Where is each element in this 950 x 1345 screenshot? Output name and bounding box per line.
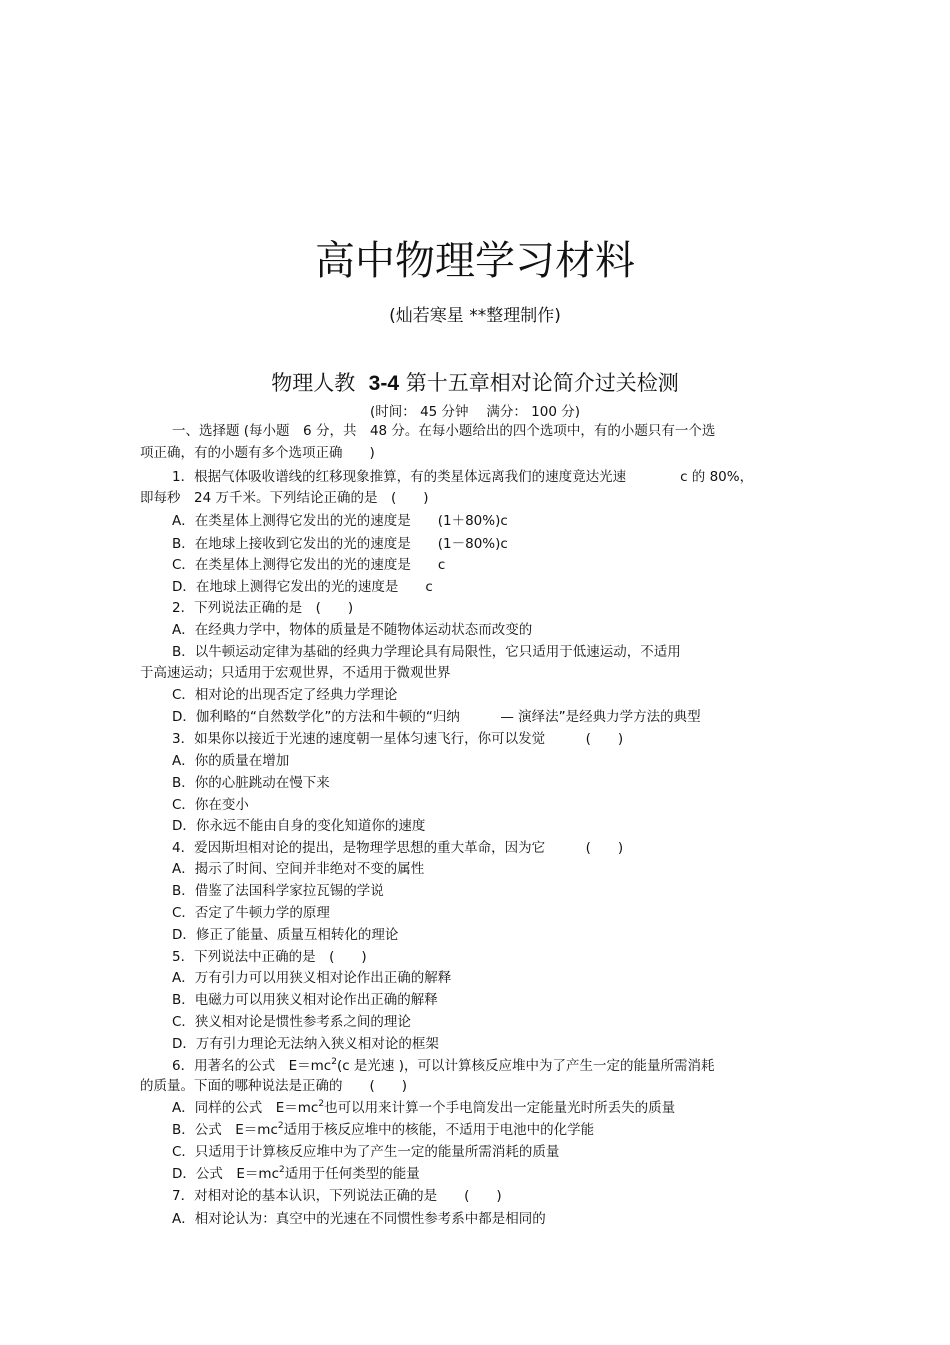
q3-option-b: B．你的心脏跳动在慢下来 <box>172 775 330 791</box>
q6-d-part1: D．公式 E＝mc <box>172 1166 279 1182</box>
q2-option-d: D．伽利略的“自然数学化”的方法和牛顿的“归纳 — 演绎法”是经典力学方法的典型 <box>172 709 701 725</box>
main-title: 高中物理学习材料 <box>315 238 635 284</box>
q4-option-d: D．修正了能量、质量互相转化的理论 <box>172 927 399 943</box>
q6-option-b <box>172 1121 594 1139</box>
subtitle: (灿若寒星 **整理制作) <box>389 306 561 326</box>
q2-option-a: A．在经典力学中，物体的质量是不随物体运动状态而改变的 <box>172 622 533 638</box>
question-5: 5．下列说法中正确的是 ( ) <box>172 949 367 965</box>
q6-a-part2: 也可以用来计算一个手电筒发出一定能量光时所丢失的质量 <box>324 1100 676 1116</box>
question-7: 7．对相对论的基本认识，下列说法正确的是 ( ) <box>172 1188 502 1204</box>
q3-option-a: A．你的质量在增加 <box>172 753 290 769</box>
q6-text-part1: 6．用著名的公式 E＝mc <box>172 1058 332 1074</box>
question-2: 2．下列说法正确的是 ( ) <box>172 600 354 616</box>
exponent-2: 2 <box>277 1121 284 1131</box>
q1-option-c: C．在类星体上测得它发出的光的速度是 c <box>172 557 446 573</box>
question-4: 4．爱因斯坦相对论的提出，是物理学思想的重大革命，因为它 ( ) <box>172 840 624 856</box>
q3-option-d: D．你永远不能由自身的变化知道你的速度 <box>172 818 426 834</box>
q5-option-a: A．万有引力可以用狭义相对论作出正确的解释 <box>172 970 452 986</box>
q5-option-c: C．狭义相对论是惯性参考系之间的理论 <box>172 1014 411 1030</box>
q6-option-d <box>172 1165 420 1183</box>
section-heading: 一、选择题 (每小题 6 分，共 48 分。在每小题给出的四个选项中，有的小题只有一个选 <box>172 423 716 439</box>
question-6-cont: 的质量。下面的哪种说法是正确的 ( ) <box>140 1078 408 1094</box>
exponent-2: 2 <box>318 1099 325 1109</box>
q2-option-b: B．以牛顿运动定律为基础的经典力学理论具有局限性，它只适用于低速运动，不适用 <box>172 644 681 660</box>
q4-option-c: C．否定了牛顿力学的原理 <box>172 905 330 921</box>
title-rest: 第十五章相对论简介过关检测 <box>405 371 679 395</box>
q2-option-b-cont: 于高速运动；只适用于宏观世界，不适用于微观世界 <box>140 665 451 681</box>
q6-b-part1: B．公式 E＝mc <box>172 1122 278 1138</box>
exponent-2: 2 <box>279 1165 285 1175</box>
q3-option-c: C．你在变小 <box>172 797 249 813</box>
q1-option-d: D．在地球上测得它发出的光的速度是 c <box>172 579 433 595</box>
q6-option-a <box>172 1099 675 1117</box>
question-1: 1．根据气体吸收谱线的红移现象推算，有的类星体远离我们的速度竟达光速 c 的 80%， <box>172 469 754 485</box>
q5-option-d: D．万有引力理论无法纳入狭义相对论的框架 <box>172 1036 439 1052</box>
q6-a-part1: A．同样的公式 E＝mc <box>172 1100 319 1116</box>
question-6 <box>172 1057 714 1075</box>
document-title <box>0 369 950 398</box>
q4-option-a: A．揭示了时间、空间并非绝对不变的属性 <box>172 861 425 877</box>
question-1-cont: 即每秒 24 万千米。下列结论正确的是 ( ) <box>140 490 429 506</box>
q6-b-part2: 适用于核反应堆中的核能，不适用于电池中的化学能 <box>283 1122 595 1138</box>
time-info: (时间： 45 分钟 满分： 100 分) <box>370 404 580 420</box>
q1-option-a: A．在类星体上测得它发出的光的速度是 (1＋80%)c <box>172 513 508 529</box>
q1-option-b: B．在地球上接收到它发出的光的速度是 (1－80%)c <box>172 536 508 552</box>
q6-option-c: C．只适用于计算核反应堆中为了产生一定的能量所需消耗的质量 <box>172 1144 560 1160</box>
q5-option-b: B．电磁力可以用狭义相对论作出正确的解释 <box>172 992 438 1008</box>
q6-d-part2: 适用于任何类型的能量 <box>284 1166 420 1182</box>
question-3: 3．如果你以接近于光速的速度朝一星体匀速飞行，你可以发觉 ( ) <box>172 731 624 747</box>
q7-option-a: A．相对论认为：真空中的光速在不同惯性参考系中都是相同的 <box>172 1211 546 1227</box>
q4-option-b: B．借鉴了法国科学家拉瓦锡的学说 <box>172 883 384 899</box>
title-number: 3-4 <box>368 372 400 395</box>
title-prefix: 物理人教 <box>271 371 356 395</box>
section-heading-cont: 项正确，有的小题有多个选项正确 ) <box>140 445 375 461</box>
q2-option-c: C．相对论的出现否定了经典力学理论 <box>172 687 398 703</box>
q6-text-part2: (c 是光速 )，可以计算核反应堆中为了产生一定的能量所需消耗 <box>336 1058 715 1074</box>
exponent-2: 2 <box>331 1057 337 1067</box>
